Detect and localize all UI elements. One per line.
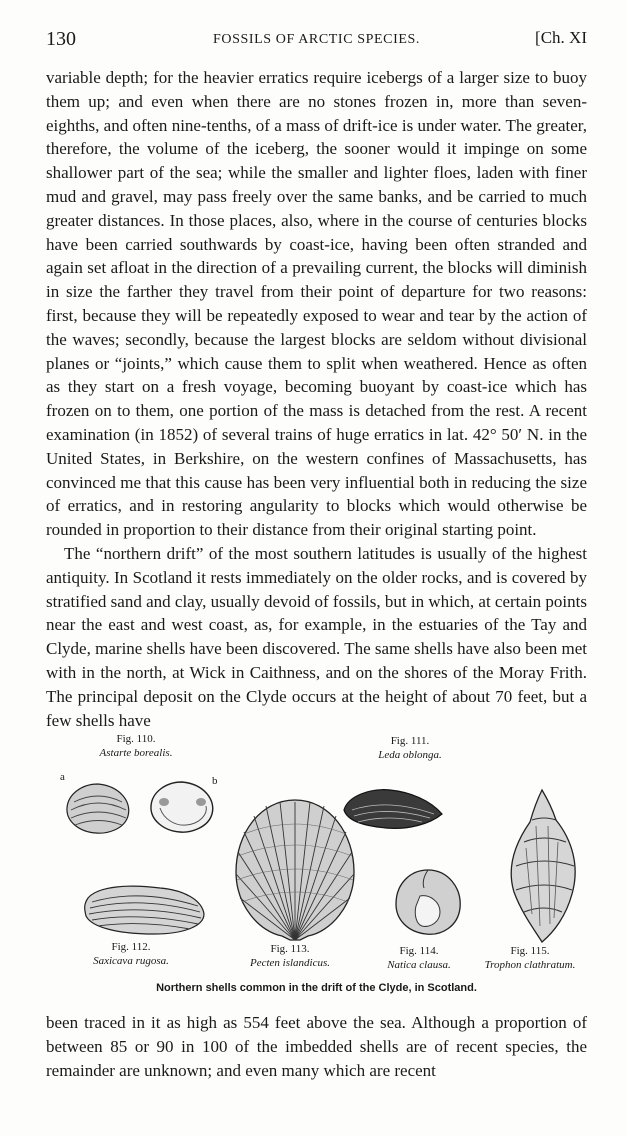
page-header — [46, 28, 587, 52]
fig-115-label: Fig. 115. Trophon clathratum. — [484, 945, 576, 971]
body-text-bottom — [46, 1011, 587, 1082]
fig-113-label: Fig. 113. Pecten islandicus. — [249, 943, 331, 969]
paragraph-erratics: variable depth; for the heavier erratics require icebergs of a larger size to buoy them up; and even when there are no stones frozen in, more than seven-eighths, and often nine-tenths, of a mass of drift-ice is under water. The greater, therefore, the volume of the iceberg, the sooner would it impinge on some shallower part of the sea; while the smaller and lighter floes, laden with finer mud and gravel, may pass freely over the same banks, and be carried to much greater distances. In those places, also, where in the course of centuries blocks have been carried southwards by coast-ice, having been often stranded and again set afloat in the direction of a prevailing current, the blocks will diminish in size the farther they travel from their point of departure for two reasons: first, because they will be repeatedly exposed to wear and tear by the action of the waves; secondly, because the largest blocks are seldom without divisional planes or “joints,” which cause them to split when weathered. Hence as often as they start on a fresh voyage, becoming buoyant by coast-ice which has frozen on to them, one portion of the mass is detached from the rest. A recent examination (in 1852) of several trains of huge erratics in lat. 42° 50′ N. in the United States, in Berkshire, on the western confines of Massachusetts, has convinced me that this cause has been very influential both in reducing the size of erratics, and in restoring angularity to blocks which would otherwise be rounded in proportion to their distance from their original starting point. — [46, 68, 587, 540]
fig-110-label: Fig. 110. Astarte borealis. — [99, 733, 173, 759]
running-title: FOSSILS OF ARCTIC SPECIES. — [213, 32, 420, 47]
fig-114-label: Fig. 114. Natica clausa. — [387, 945, 451, 971]
fig-111-label: Fig. 111. Leda oblonga. — [378, 735, 442, 761]
astarte-exterior-shell — [62, 780, 134, 836]
astarte-interior-shell — [146, 778, 218, 836]
fig-110-mark-b: b — [212, 775, 218, 787]
figure-caption: Northern shells common in the drift of the Clyde, in Scotland. — [156, 982, 477, 994]
pecten-islandicus-shell — [230, 794, 360, 942]
fig-110-mark-a: a — [60, 771, 65, 783]
chapter-reference: [Ch. XI — [535, 28, 587, 47]
body-text-top — [46, 66, 587, 732]
saxicava-rugosa-shell — [80, 878, 210, 940]
page-number: 130 — [46, 28, 76, 50]
trophon-clathratum-shell — [496, 786, 586, 946]
paragraph-continuation: been traced in it as high as 554 feet above the sea. Although a proportion of between 85 or 90 in 100 of the imbedded shells are of recent species, the remainder are unknown; and even many which are recent — [46, 1013, 587, 1080]
figure-plate — [46, 728, 587, 998]
fig-112-label: Fig. 112. Saxicava rugosa. — [93, 941, 169, 967]
paragraph-northern-drift: The “northern drift” of the most southern latitudes is usually of the highest antiquity. In Scotland it rests immediately on the older rocks, and is covered by stratified sand and clay, usually devoid of fossils, but in which, at certain points near the east and west coast, as, for example, in the estuaries of the Tay and Clyde, marine shells have been discovered. The same shells have also been met with in the north, at Wick in Caithness, and on the shores of the Moray Frith. The principal deposit on the Clyde occurs at the height of about 70 feet, but a few shells have — [46, 543, 587, 730]
natica-clausa-shell — [390, 866, 466, 938]
